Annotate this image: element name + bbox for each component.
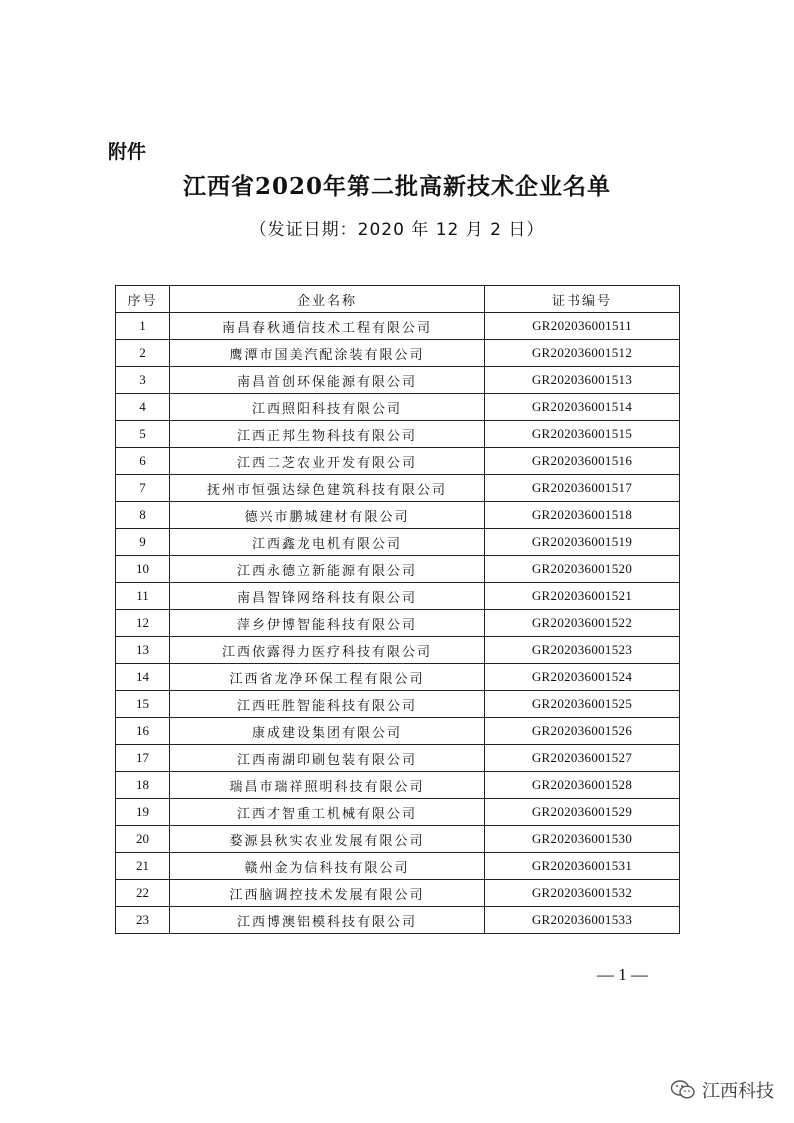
certificate-number: GR202036001526 bbox=[485, 718, 680, 745]
row-index: 20 bbox=[116, 826, 170, 853]
table-row bbox=[116, 610, 680, 637]
certificate-number: GR202036001522 bbox=[485, 610, 680, 637]
row-index: 6 bbox=[116, 448, 170, 475]
watermark bbox=[670, 1077, 774, 1103]
certificate-number: GR202036001533 bbox=[485, 907, 680, 934]
row-index: 1 bbox=[116, 313, 170, 340]
row-index: 12 bbox=[116, 610, 170, 637]
company-name: 江西博澳铝模科技有限公司 bbox=[170, 907, 485, 934]
table-row bbox=[116, 340, 680, 367]
certificate-number: GR202036001518 bbox=[485, 502, 680, 529]
company-name: 南昌首创环保能源有限公司 bbox=[170, 367, 485, 394]
attachment-label: 附件 bbox=[108, 141, 147, 163]
table-row bbox=[116, 880, 680, 907]
table-row bbox=[116, 826, 680, 853]
table-row bbox=[116, 529, 680, 556]
certificate-number: GR202036001521 bbox=[485, 583, 680, 610]
company-name: 婺源县秋实农业发展有限公司 bbox=[170, 826, 485, 853]
row-index: 16 bbox=[116, 718, 170, 745]
certificate-number: GR202036001512 bbox=[485, 340, 680, 367]
certificate-number: GR202036001530 bbox=[485, 826, 680, 853]
certificate-number: GR202036001528 bbox=[485, 772, 680, 799]
row-index: 13 bbox=[116, 637, 170, 664]
table-header-row bbox=[116, 286, 680, 313]
table-row bbox=[116, 556, 680, 583]
wechat-icon bbox=[670, 1079, 696, 1101]
row-index: 10 bbox=[116, 556, 170, 583]
row-index: 21 bbox=[116, 853, 170, 880]
row-index: 23 bbox=[116, 907, 170, 934]
company-name: 抚州市恒强达绿色建筑科技有限公司 bbox=[170, 475, 485, 502]
watermark-text: 江西科技 bbox=[702, 1081, 774, 1102]
row-index: 9 bbox=[116, 529, 170, 556]
table-row bbox=[116, 664, 680, 691]
certificate-number: GR202036001516 bbox=[485, 448, 680, 475]
row-index: 5 bbox=[116, 421, 170, 448]
certificate-number: GR202036001532 bbox=[485, 880, 680, 907]
table-row bbox=[116, 367, 680, 394]
table-row bbox=[116, 448, 680, 475]
company-name: 赣州金为信科技有限公司 bbox=[170, 853, 485, 880]
table-row bbox=[116, 853, 680, 880]
document-title: 江西省2020年第二批高新技术企业名单 bbox=[182, 173, 611, 200]
column-header-certificate-number: 证书编号 bbox=[485, 286, 680, 313]
certificate-number: GR202036001519 bbox=[485, 529, 680, 556]
table-row bbox=[116, 772, 680, 799]
certificate-number: GR202036001515 bbox=[485, 421, 680, 448]
column-header-company-name: 企业名称 bbox=[170, 286, 485, 313]
table-body bbox=[116, 313, 680, 934]
table-row bbox=[116, 421, 680, 448]
company-name: 江西二芝农业开发有限公司 bbox=[170, 448, 485, 475]
company-name: 南昌春秋通信技术工程有限公司 bbox=[170, 313, 485, 340]
row-index: 17 bbox=[116, 745, 170, 772]
issue-date-subtitle: （发证日期：2020 年 12 月 2 日） bbox=[249, 220, 545, 240]
row-index: 11 bbox=[116, 583, 170, 610]
table-row bbox=[116, 691, 680, 718]
row-index: 18 bbox=[116, 772, 170, 799]
row-index: 7 bbox=[116, 475, 170, 502]
company-name: 江西永德立新能源有限公司 bbox=[170, 556, 485, 583]
row-index: 3 bbox=[116, 367, 170, 394]
company-name: 鹰潭市国美汽配涂装有限公司 bbox=[170, 340, 485, 367]
certificate-number: GR202036001513 bbox=[485, 367, 680, 394]
company-name: 康成建设集团有限公司 bbox=[170, 718, 485, 745]
company-name: 瑞昌市瑞祥照明科技有限公司 bbox=[170, 772, 485, 799]
certificate-number: GR202036001527 bbox=[485, 745, 680, 772]
certificate-number: GR202036001520 bbox=[485, 556, 680, 583]
certificate-number: GR202036001514 bbox=[485, 394, 680, 421]
table-row bbox=[116, 583, 680, 610]
row-index: 19 bbox=[116, 799, 170, 826]
company-name: 萍乡伊博智能科技有限公司 bbox=[170, 610, 485, 637]
table-row bbox=[116, 394, 680, 421]
certificate-number: GR202036001511 bbox=[485, 313, 680, 340]
row-index: 22 bbox=[116, 880, 170, 907]
row-index: 14 bbox=[116, 664, 170, 691]
column-header-index: 序号 bbox=[116, 286, 170, 313]
certificate-number: GR202036001517 bbox=[485, 475, 680, 502]
company-name: 南昌智锋网络科技有限公司 bbox=[170, 583, 485, 610]
table-row bbox=[116, 745, 680, 772]
row-index: 8 bbox=[116, 502, 170, 529]
certificate-number: GR202036001525 bbox=[485, 691, 680, 718]
enterprise-table bbox=[115, 285, 680, 934]
table-row bbox=[116, 637, 680, 664]
table-row bbox=[116, 799, 680, 826]
table-row bbox=[116, 718, 680, 745]
company-name: 江西才智重工机械有限公司 bbox=[170, 799, 485, 826]
company-name: 江西南湖印刷包装有限公司 bbox=[170, 745, 485, 772]
page-number: — 1 — bbox=[597, 965, 648, 984]
company-name: 江西脑调控技术发展有限公司 bbox=[170, 880, 485, 907]
table-row bbox=[116, 475, 680, 502]
row-index: 2 bbox=[116, 340, 170, 367]
company-name: 德兴市鹏城建材有限公司 bbox=[170, 502, 485, 529]
certificate-number: GR202036001529 bbox=[485, 799, 680, 826]
company-name: 江西省龙净环保工程有限公司 bbox=[170, 664, 485, 691]
company-name: 江西鑫龙电机有限公司 bbox=[170, 529, 485, 556]
row-index: 15 bbox=[116, 691, 170, 718]
table-row bbox=[116, 313, 680, 340]
company-name: 江西依露得力医疗科技有限公司 bbox=[170, 637, 485, 664]
company-name: 江西照阳科技有限公司 bbox=[170, 394, 485, 421]
company-name: 江西旺胜智能科技有限公司 bbox=[170, 691, 485, 718]
table-row bbox=[116, 907, 680, 934]
company-name: 江西正邦生物科技有限公司 bbox=[170, 421, 485, 448]
certificate-number: GR202036001524 bbox=[485, 664, 680, 691]
row-index: 4 bbox=[116, 394, 170, 421]
table-row bbox=[116, 502, 680, 529]
certificate-number: GR202036001523 bbox=[485, 637, 680, 664]
certificate-number: GR202036001531 bbox=[485, 853, 680, 880]
